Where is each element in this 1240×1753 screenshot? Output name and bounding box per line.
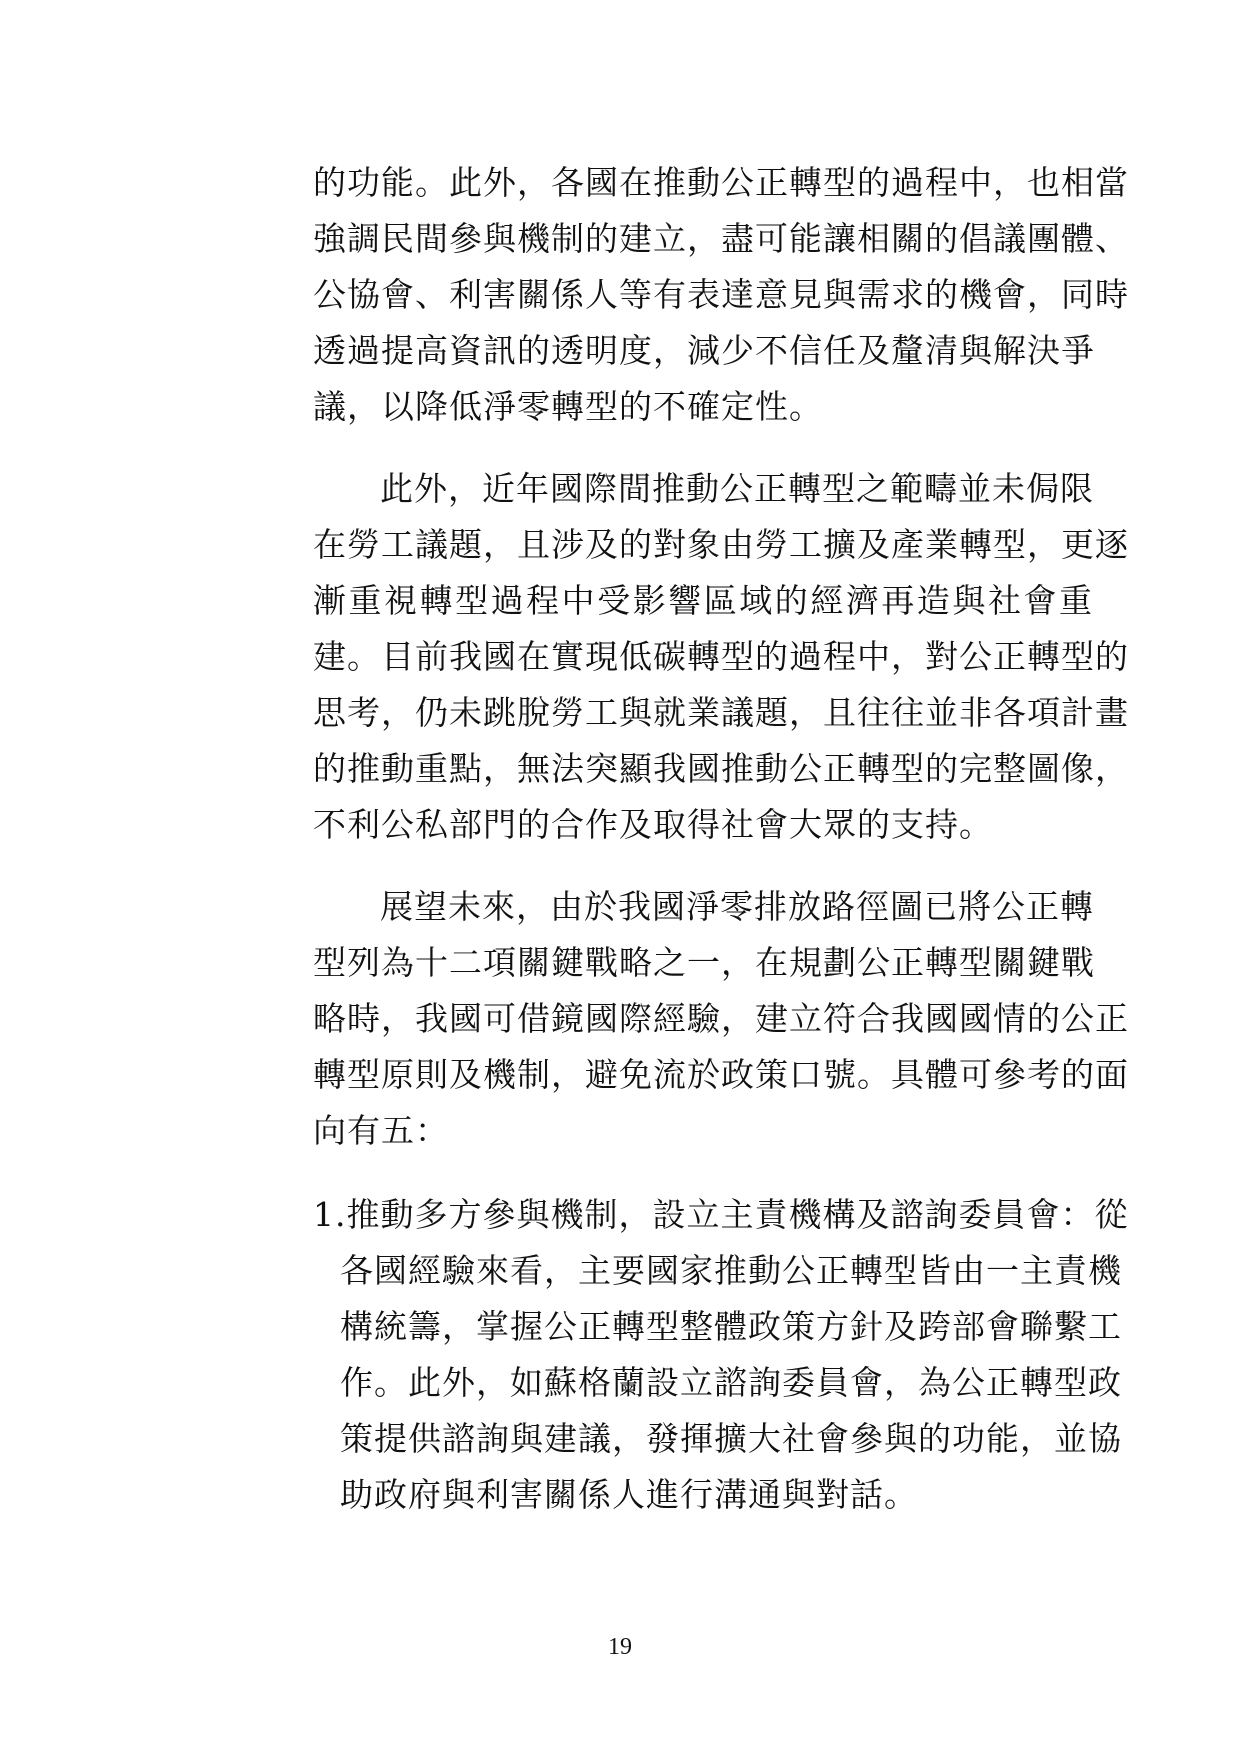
paragraph-2-line: 的推動重點，無法突顯我國推動公正轉型的完整圖像， <box>313 749 1129 788</box>
list-item-1-line: 策提供諮詢與建議，發揮擴大社會參與的功能，並協 <box>340 1419 1122 1458</box>
paragraph-2-line: 不利公私部門的合作及取得社會大眾的支持。 <box>313 805 993 844</box>
list-item-1-line: 作。此外，如蘇格蘭設立諮詢委員會，為公正轉型政 <box>340 1363 1122 1402</box>
paragraph-1-line: 議，以降低淨零轉型的不確定性。 <box>313 387 823 426</box>
list-item-1-line: 1.推動多方參與機制，設立主責機構及諮詢委員會：從 <box>313 1195 1129 1234</box>
paragraph-3-line: 向有五： <box>313 1111 449 1150</box>
list-item-1-line: 助政府與利害關係人進行溝通與對話。 <box>340 1475 918 1514</box>
page-number: 19 <box>608 1634 632 1660</box>
paragraph-1-line: 公協會、利害關係人等有表達意見與需求的機會，同時 <box>313 275 1129 314</box>
paragraph-3-line: 展望未來，由於我國淨零排放路徑圖已將公正轉 <box>380 887 1094 926</box>
paragraph-3-line: 型列為十二項關鍵戰略之一，在規劃公正轉型關鍵戰 <box>313 943 1095 982</box>
paragraph-3-line: 轉型原則及機制，避免流於政策口號。具體可參考的面 <box>313 1055 1129 1094</box>
list-item-1-line: 各國經驗來看，主要國家推動公正轉型皆由一主責機 <box>340 1251 1122 1290</box>
paragraph-2-line: 此外，近年國際間推動公正轉型之範疇並未侷限 <box>380 469 1094 508</box>
paragraph-2-line: 建。目前我國在實現低碳轉型的過程中，對公正轉型的 <box>313 637 1129 676</box>
paragraph-3-line: 略時，我國可借鏡國際經驗，建立符合我國國情的公正 <box>313 999 1129 1038</box>
paragraph-1-line: 強調民間參與機制的建立，盡可能讓相關的倡議團體、 <box>313 219 1129 258</box>
list-item-1-line: 構統籌，掌握公正轉型整體政策方針及跨部會聯繫工 <box>340 1307 1122 1346</box>
paragraph-2-line: 思考，仍未跳脫勞工與就業議題，且往往並非各項計畫 <box>313 693 1129 732</box>
paragraph-1-line: 透過提高資訊的透明度，減少不信任及釐清與解決爭 <box>313 331 1095 370</box>
paragraph-1-line: 的功能。此外，各國在推動公正轉型的過程中，也相當 <box>313 163 1129 202</box>
paragraph-2-line: 在勞工議題，且涉及的對象由勞工擴及產業轉型，更逐 <box>313 525 1129 564</box>
paragraph-2-line: 漸重視轉型過程中受影響區域的經濟再造與社會重 <box>313 581 1093 620</box>
